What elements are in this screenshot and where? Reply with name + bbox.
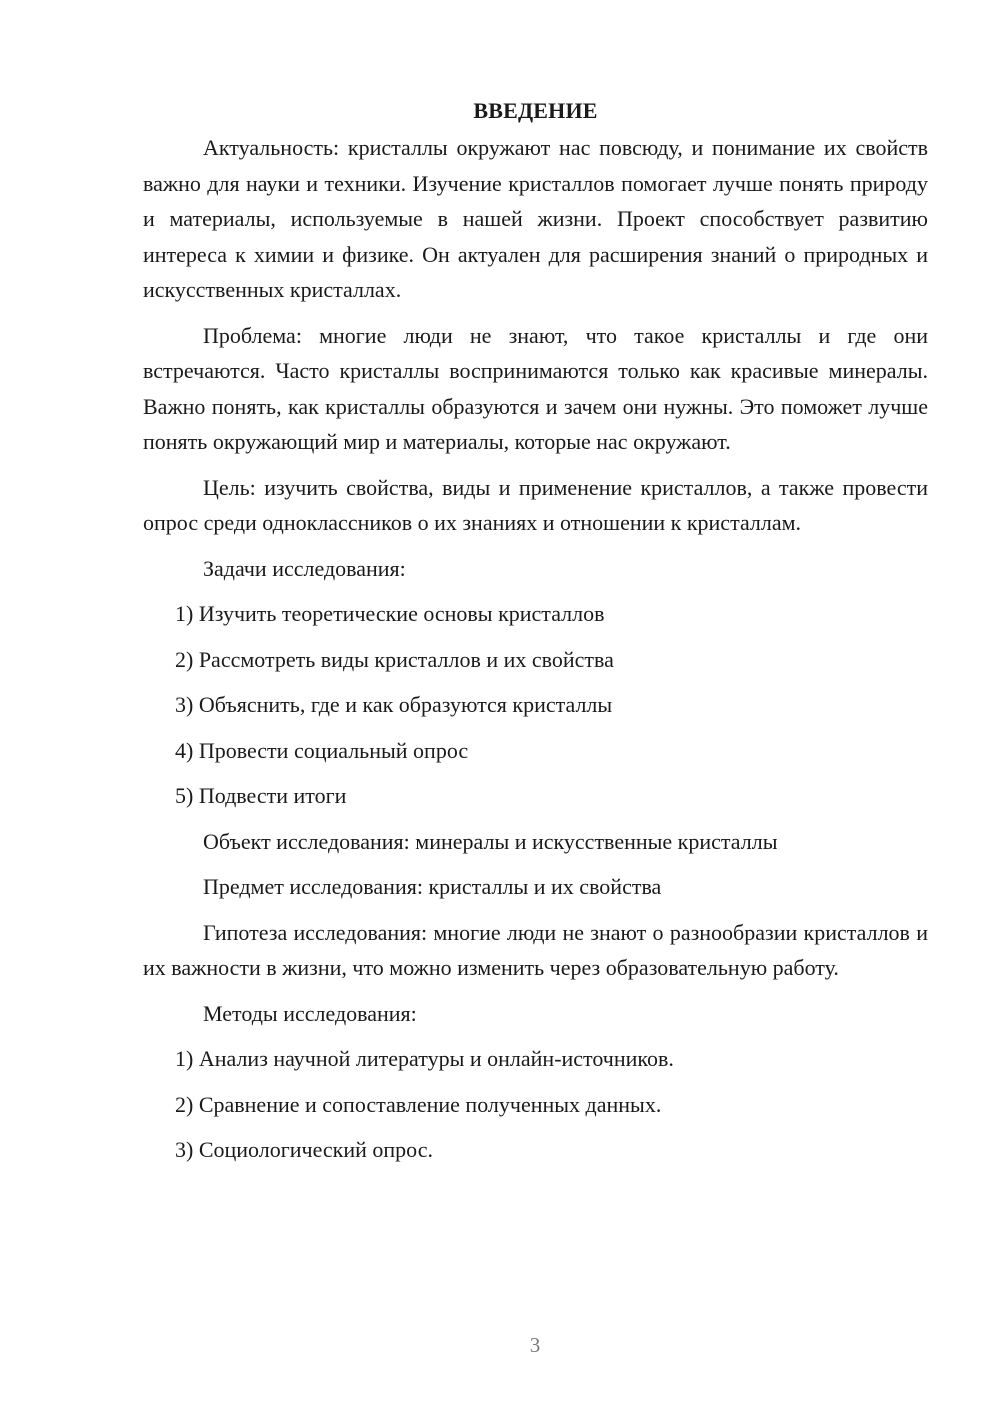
hypothesis-paragraph: Гипотеза исследования: многие люди не знают о разнообразии кристаллов и их важности в жизни, что можно изменить через образовательную работу. bbox=[143, 919, 928, 980]
relevance-paragraph: Актуальность: кристаллы окружают нас повсюду, и понимание их свойств важно для науки и техники. Изучение кристаллов помогает лучше понять природу и материалы, используемые в нашей жизни. Проект способствует развитию интереса к химии и физике. Он актуален для расширения знаний о природных и искусственных кристаллах. bbox=[143, 135, 928, 302]
goal-paragraph: Цель: изучить свойства, виды и применение кристаллов, а также провести опрос среди одноклассников о их знаниях и отношении к кристаллам. bbox=[143, 474, 928, 535]
method-item-1: 1) Анализ научной литературы и онлайн-источников. bbox=[175, 1046, 674, 1071]
task-item-1: 1) Изучить теоретические основы кристаллов bbox=[175, 601, 605, 626]
page-number: 3 bbox=[529, 1333, 541, 1357]
method-item-2: 2) Сравнение и сопоставление полученных данных. bbox=[175, 1091, 662, 1117]
section-title: ВВЕДЕНИЕ bbox=[473, 98, 598, 123]
task-item-5: 5) Подвести итоги bbox=[175, 783, 347, 808]
task-item-3: 3) Объяснить, где и как образуются кристаллы bbox=[175, 692, 613, 717]
research-object: Объект исследования: минералы и искусственные кристаллы bbox=[203, 828, 778, 854]
task-item-4: 4) Провести социальный опрос bbox=[175, 737, 469, 763]
research-subject: Предмет исследования: кристаллы и их свойства bbox=[203, 874, 662, 899]
document-page bbox=[143, 96, 928, 1178]
problem-paragraph: Проблема: многие люди не знают, что такое кристаллы и где они встречаются. Часто кристаллы воспринимаются только как красивые минералы. Важно понять, как кристаллы образуются и зачем они нужны. Это поможет лучше понять окружающий мир и материалы, которые нас окружают. bbox=[143, 322, 928, 454]
methods-heading: Методы исследования: bbox=[203, 1000, 417, 1026]
method-item-3: 3) Социологический опрос. bbox=[175, 1137, 433, 1162]
task-item-2: 2) Рассмотреть виды кристаллов и их свойства bbox=[175, 646, 614, 672]
tasks-heading: Задачи исследования: bbox=[203, 555, 406, 581]
